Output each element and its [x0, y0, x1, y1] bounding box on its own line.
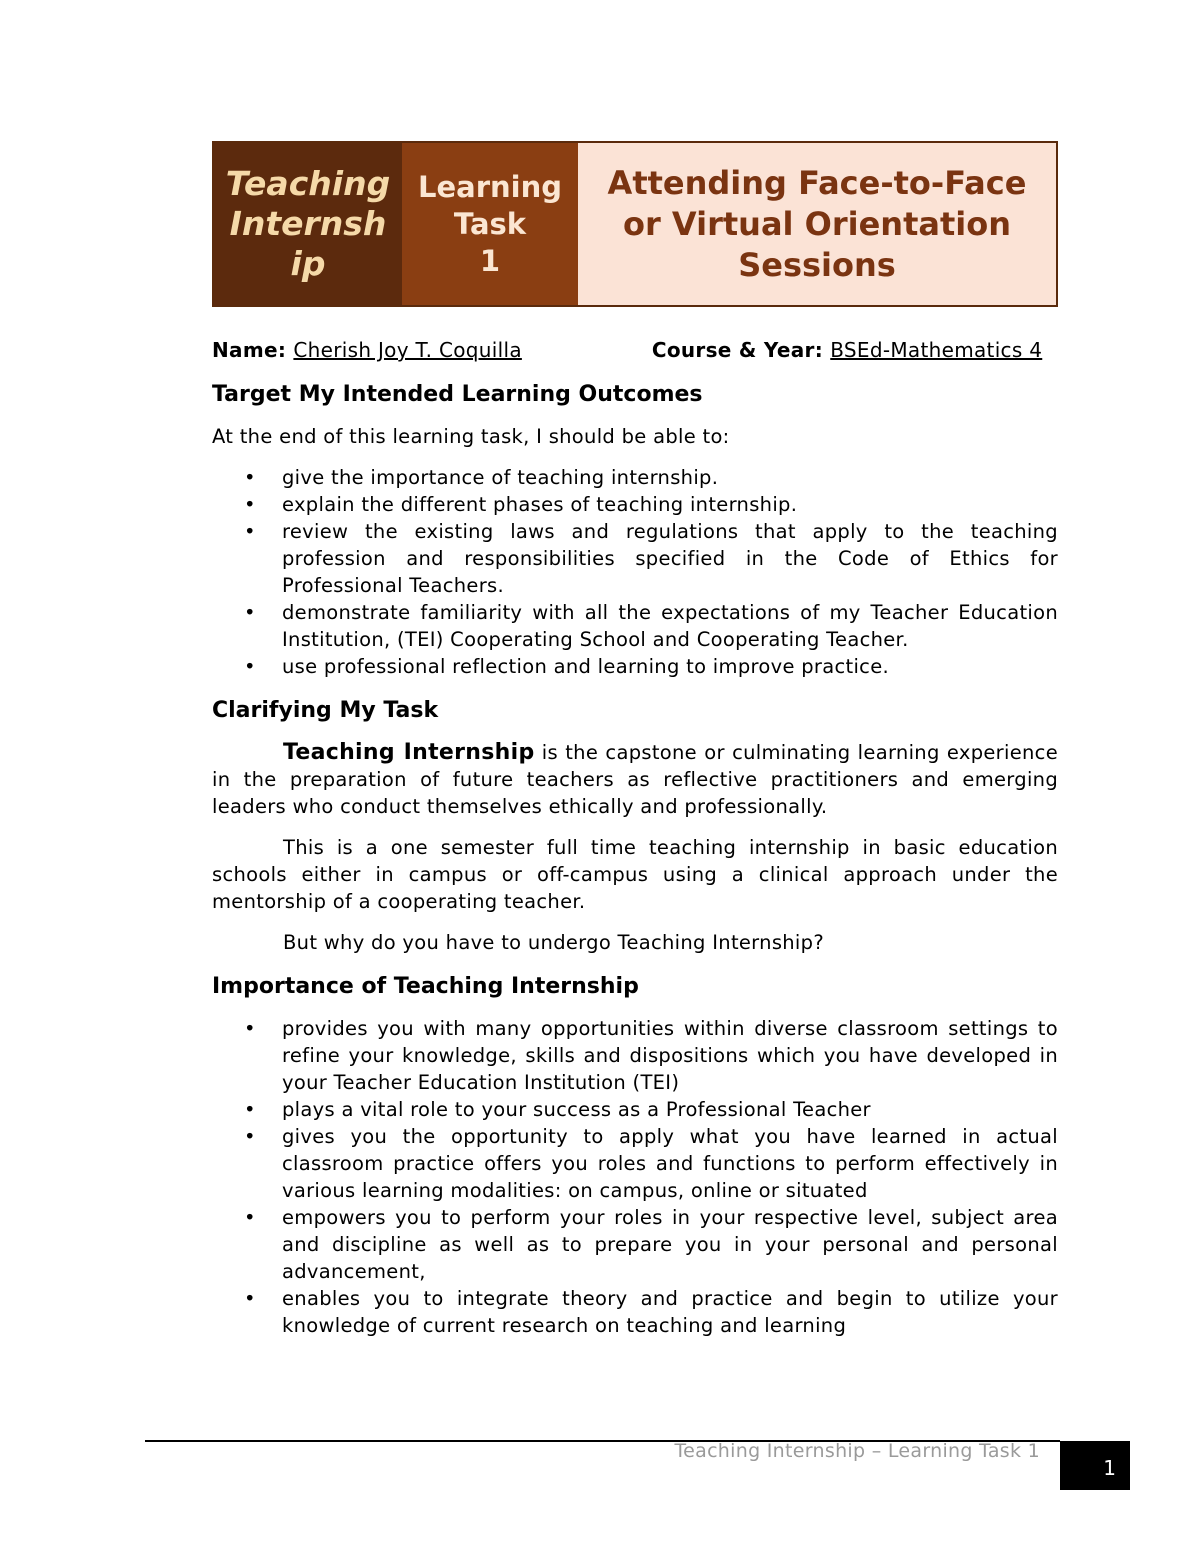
list-item: • enables you to integrate theory and practice and begin to utilize your knowledge of current research on teaching and learning [244, 1287, 1058, 1337]
list-item: • demonstrate familiarity with all the expectations of my Teacher Education Institution, (TEI) Cooperating School and Cooperating Teacher. [244, 601, 1058, 651]
list-item: • use professional reflection and learning to improve practice. [244, 655, 890, 678]
bullet-icon: • [244, 1098, 256, 1121]
course-value: BSEd-Mathematics 4 [830, 338, 1043, 362]
clarify-paragraph-3: But why do you have to undergo Teaching Internship? [283, 931, 824, 954]
student-info [212, 337, 1058, 364]
name-label: Name: [212, 338, 294, 362]
list-item: • review the existing laws and regulations that apply to the teaching profession and responsibilities specified in the Code of Ethics for Professional Teachers. [244, 520, 1058, 597]
bullet-icon: • [244, 1287, 256, 1310]
bullet-icon: • [244, 520, 256, 543]
outcomes-heading: Target My Intended Learning Outcomes [212, 382, 703, 407]
list-item: • provides you with many opportunities within diverse classroom settings to refine your knowledge, skills and dispositions which you have developed in your Teacher Education Institution (TEI) [244, 1017, 1058, 1094]
task-title: Attending Face-to-Face or Virtual Orientation Sessions [578, 143, 1056, 305]
bullet-icon: • [244, 1206, 256, 1229]
page-number: 1 [1060, 1441, 1130, 1490]
bullet-icon: • [244, 466, 256, 489]
bullet-icon: • [244, 1125, 256, 1148]
document-page [212, 141, 1058, 1339]
importance-heading: Importance of Teaching Internship [212, 974, 639, 999]
list-item: • plays a vital role to your success as a Professional Teacher [244, 1098, 871, 1121]
header-banner [212, 141, 1058, 307]
list-item: • empowers you to perform your roles in your respective level, subject area and discipline as well as to prepare you in your personal and personal advancement, [244, 1206, 1058, 1283]
clarify-heading: Clarifying My Task [212, 698, 439, 723]
list-item: • gives you the opportunity to apply what you have learned in actual classroom practice offers you roles and functions to perform effectively in various learning modalities: on campus, online or situated [244, 1125, 1058, 1202]
course-label: Course & Year: [651, 338, 831, 362]
importance-list [212, 1015, 1058, 1339]
list-item: • give the importance of teaching internship. [244, 466, 719, 489]
course-title: Teaching Internship [214, 143, 402, 305]
footer-text: Teaching Internship – Learning Task 1 [674, 1440, 1040, 1462]
bullet-icon: • [244, 655, 256, 678]
clarify-paragraph-2: This is a one semester full time teaching internship in basic education schools either in campus or off-campus using a clinical approach under the mentorship of a cooperating teacher. [212, 836, 1058, 913]
key-term: Teaching Internship [283, 740, 535, 765]
list-item: • explain the different phases of teaching internship. [244, 493, 798, 516]
task-label: Learning Task 1 [402, 143, 578, 305]
clarify-paragraph-1: Teaching Internship is the capstone or culminating learning experience in the preparation of future teachers as reflective practitioners and emerging leaders who conduct themselves ethically and professionally. [212, 740, 1058, 818]
bullet-icon: • [244, 601, 256, 624]
name-value: Cherish Joy T. Coquilla [293, 338, 522, 362]
bullet-icon: • [244, 1017, 256, 1040]
outcomes-intro: At the end of this learning task, I should be able to: [212, 425, 730, 448]
outcomes-list [212, 464, 1058, 680]
bullet-icon: • [244, 493, 256, 516]
